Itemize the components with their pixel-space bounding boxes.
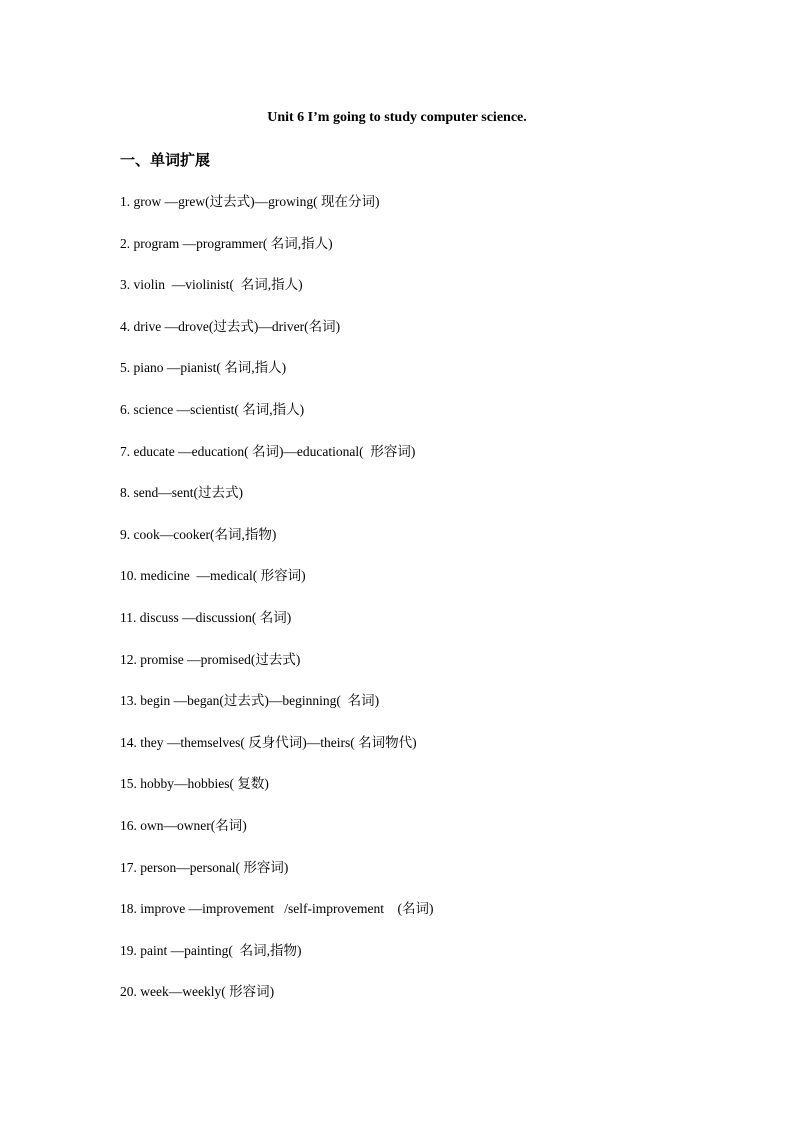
list-item: 20. week—weekly( 形容词) xyxy=(120,984,275,1000)
list-item: 11. discuss —discussion( 名词) xyxy=(120,609,292,625)
list-item: 1. grow —grew(过去式)—growing( 现在分词) xyxy=(120,194,380,209)
list-item: 12. promise —promised(过去式) xyxy=(120,651,301,667)
list-item: 7. educate —education( 名词)—educational( 形容词) xyxy=(120,443,416,459)
word-expansion-list xyxy=(120,192,433,1024)
section-heading: 一、单词扩展 xyxy=(120,151,211,169)
list-item: 14. they —themselves( 反身代词)—theirs( 名词物代) xyxy=(120,734,417,750)
list-item: 3. violin —violinist( 名词,指人) xyxy=(120,277,303,293)
list-item: 19. paint —painting( 名词,指物) xyxy=(120,942,302,958)
list-item: 13. begin —began(过去式)—beginning( 名词) xyxy=(120,693,380,709)
document-title: Unit 6 I’m going to study computer science. xyxy=(267,110,527,125)
list-item: 18. improve —improvement /self-improvement (名词) xyxy=(120,901,434,917)
list-item: 10. medicine —medical( 形容词) xyxy=(120,568,306,584)
list-item: 15. hobby—hobbies( 复数) xyxy=(120,776,269,792)
list-item: 8. send—sent(过去式) xyxy=(120,485,243,501)
list-item: 5. piano —pianist( 名词,指人) xyxy=(120,360,287,376)
list-item: 6. science —scientist( 名词,指人) xyxy=(120,401,305,417)
list-item: 17. person—personal( 形容词) xyxy=(120,859,289,875)
list-item: 4. drive —drove(过去式)—driver(名词) xyxy=(120,318,341,334)
list-item: 2. program —programmer( 名词,指人) xyxy=(120,235,333,251)
list-item: 16. own—owner(名词) xyxy=(120,817,247,833)
list-item: 9. cook—cooker(名词,指物) xyxy=(120,526,277,542)
